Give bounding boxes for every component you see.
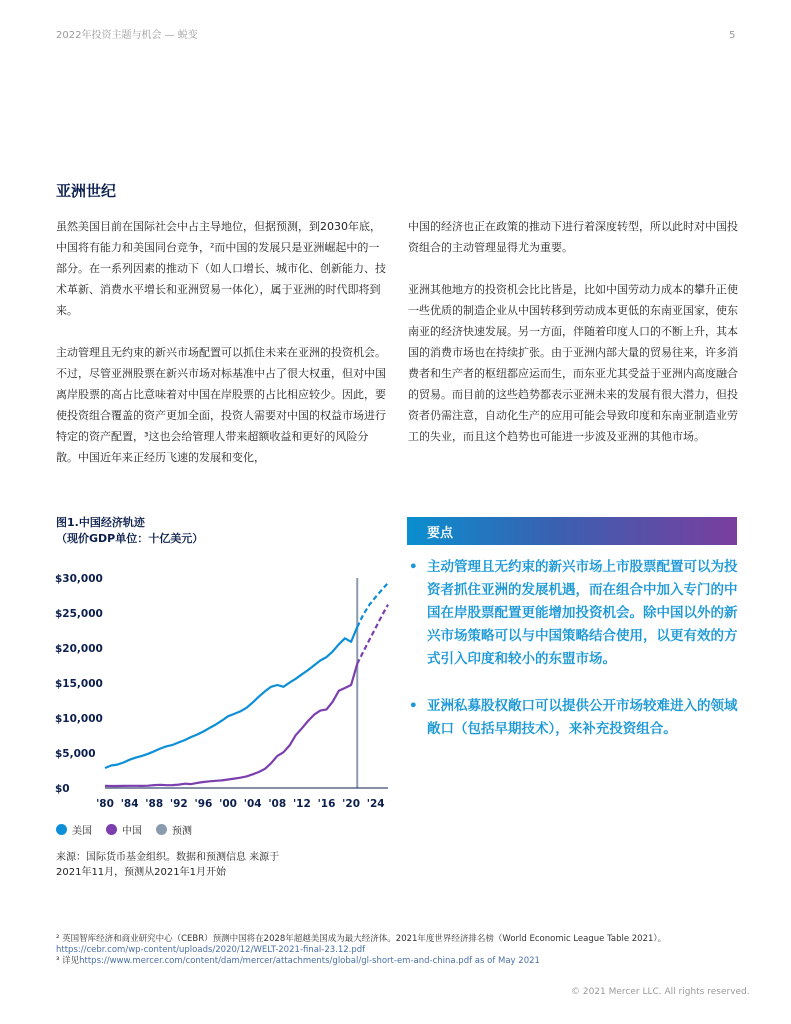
legend-dot-us — [56, 824, 67, 835]
header-title: 2022年投资主题与机会 — 蜕变 — [56, 30, 198, 41]
footnote-3-prefix: ³ 详见 — [56, 956, 80, 966]
series-line — [105, 627, 357, 768]
legend-item-china — [106, 822, 142, 837]
right-paragraph-1: 中国的经济也正在政策的推动下进行着深度转型，所以此时对中国投资组合的主动管理显得尤为重要。 — [408, 220, 738, 254]
x-tick-label: '84 — [120, 798, 139, 810]
legend-dot-china — [106, 824, 117, 835]
right-paragraph-2: 亚洲其他地方的投资机会比比皆是，比如中国劳动力成本的攀升正使一些优质的制造企业从中国转移到劳动成本更低的东南亚国家，使东南亚的经济快速发展。另一方面，伴随着印度人口的不断上升，其本国的消费市场也在持续扩张。由于亚洲内部大量的贸易往来，许多消费者和生产者的枢纽都应运而生，而东亚尤其受益于亚洲内高度融合的贸易。而目前的这些趋势都表示亚洲未来的发展有很大潜力，但投资者仍需注意，自动化生产的应用可能会导致印度和东南亚制造业劳工的失业，而且这个趋势也可能进一步波及亚洲的其他市场。 — [408, 283, 738, 443]
key-point-item — [407, 556, 739, 671]
legend-label-us: 美国 — [72, 826, 92, 837]
left-paragraph-1: 虽然美国目前在国际社会中占主导地位，但据预测，到2030年底，中国将有能力和美国同台竞争，²而中国的发展只是亚洲崛起中的一部分。在一系列因素的推动下（如人口增长、城市化、创新能力、技术革新、消费水平增长和亚洲贸易一体化），属于亚洲的时代即将到来。 — [56, 220, 386, 317]
key-point-text: 亚洲私募股权敞口可以提供公开市场较难进入的领域敞口（包括早期技术），来补充投资组合。 — [427, 698, 738, 737]
y-tick-label: $25,000 — [55, 608, 103, 620]
key-point-item — [407, 695, 739, 741]
left-column — [56, 216, 389, 489]
footnote-3-link[interactable]: https://www.mercer.com/content/dam/mercer/attachments/global/gl-short-em-and-china.pdf as of May 2021 — [79, 956, 540, 966]
footnote-2: ² 英国智库经济和商业研究中心（CEBR）预测中国将在2028年超越美国成为最大经济体。2021年度世界经济排名榜（World Economic League Table 2021）。 — [56, 934, 667, 944]
legend-item-forecast — [156, 822, 192, 837]
page-number: 5 — [729, 30, 736, 41]
key-point-text: 主动管理且无约束的新兴市场上市股票配置可以为投资者抓住亚洲的发展机遇，而在组合中加入专门的中国在岸股票配置更能增加投资机会。除中国以外的新兴市场策略可以与中国策略结合使用，以更有效的方式引入印度和较小的东盟市场。 — [427, 559, 738, 667]
series-line-forecast — [357, 605, 388, 664]
x-axis-ticks — [96, 798, 385, 810]
x-tick-label: '92 — [169, 798, 188, 810]
x-tick-label: '20 — [342, 798, 361, 810]
footnote-2-link[interactable]: https://cebr.com/wp-content/uploads/2020/12/WELT-2021-final-23.12.pdf — [56, 945, 366, 955]
legend-label-forecast: 预测 — [172, 826, 192, 837]
x-tick-label: '88 — [145, 798, 164, 810]
y-tick-label: $5,000 — [55, 748, 96, 760]
y-axis-ticks — [55, 573, 103, 795]
source-line-2: 2021年11月，预测从2021年1月开始 — [56, 867, 226, 878]
key-points-list — [407, 556, 739, 765]
x-tick-label: '80 — [96, 798, 114, 810]
bullet-icon: • — [409, 698, 418, 714]
legend-label-china: 中国 — [122, 826, 142, 837]
figure-title-line1: 图1.中国经济轨迹 — [56, 516, 145, 529]
key-points-banner — [407, 517, 737, 545]
copyright: © 2021 Mercer LLC. All rights reserved. — [571, 987, 750, 997]
x-tick-label: '16 — [317, 798, 336, 810]
y-tick-label: $15,000 — [55, 678, 103, 690]
left-paragraph-2: 主动管理且无约束的新兴市场配置可以抓住未来在亚洲的投资机会。不过，尽管亚洲股票在新兴市场对标基准中占了很大权重，但对中国离岸股票的高占比意味着对中国在岸股票的占比相应较少。因此，要使投资组合覆盖的资产更加全面，投资人需要对中国的权益市场进行特定的资产配置，³这也会给管理人带来超额收益和更好的风险分散。中国近年来正经历飞速的发展和变化， — [56, 346, 386, 464]
x-tick-label: '04 — [243, 798, 262, 810]
figure-title — [56, 515, 203, 547]
gdp-chart — [50, 565, 395, 819]
key-points-heading: 要点 — [427, 526, 454, 541]
x-tick-label: '24 — [366, 798, 385, 810]
y-tick-label: $30,000 — [55, 573, 103, 585]
bullet-icon: • — [409, 559, 418, 575]
x-tick-label: '12 — [292, 798, 311, 810]
footnotes — [56, 934, 746, 967]
y-tick-label: $10,000 — [55, 713, 103, 725]
x-tick-label: '96 — [194, 798, 213, 810]
legend-item-us — [56, 822, 92, 837]
gdp-chart-svg — [50, 565, 395, 815]
figure-source — [56, 850, 356, 880]
source-line-1: 来源：国际货币基金组织。数据和预测信息 来源于 — [56, 852, 280, 863]
series-layer — [105, 578, 388, 788]
section-title: 亚洲世纪 — [56, 182, 117, 200]
figure-title-line2: （现价GDP单位：十亿美元） — [56, 532, 204, 545]
y-tick-label: $0 — [55, 783, 70, 795]
y-tick-label: $20,000 — [55, 643, 103, 655]
footnote-3 — [56, 956, 746, 967]
chart-legend — [56, 822, 206, 837]
series-line-forecast — [357, 583, 388, 627]
x-tick-label: '00 — [219, 798, 237, 810]
x-tick-label: '08 — [268, 798, 287, 810]
legend-dot-forecast — [156, 824, 167, 835]
right-column — [408, 216, 738, 468]
series-line — [105, 664, 357, 786]
